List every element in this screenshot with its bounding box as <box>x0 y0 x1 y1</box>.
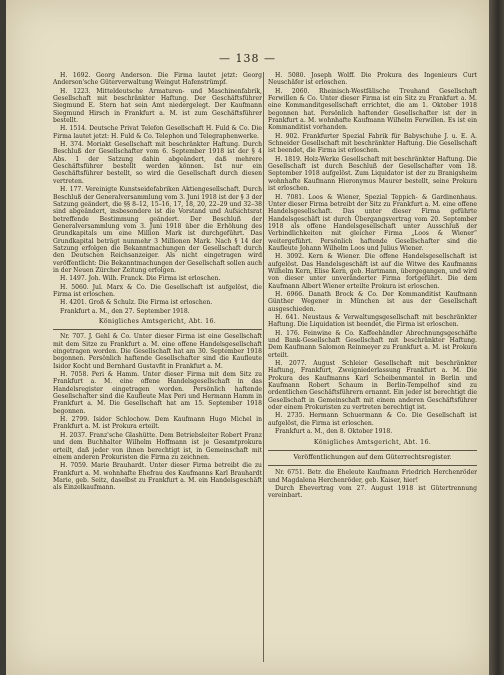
register-entry: H. 641. Neustaus & Verwaltungsgesellschaft mit beschränkter Haftung. Die Liquidation ist beendet, die Firma ist erloschen. <box>268 314 477 329</box>
register-entry: H. 7059. Marie Brauhardt. Unter dieser Firma betreibt die zu Frankfurt a. M. wohnhafte Ehefrau des Kaufmanns Karl Brauhardt Marie, geb. Seitz, daselbst zu Frankfurt a. M. ein Handelsgeschäft als Einzelkaufmann. <box>53 462 262 492</box>
court-signature: Königliches Amtsgericht, Abt. 16. <box>313 438 432 446</box>
register-entry: H. 3092. Kern & Wiener. Die offene Handelsgesellschaft ist aufgelöst. Das Handelsgeschäft ist auf die Witwe des Kaufmanns Wilhelm Kern, Elise Kern, geb. Hartmann, übergegangen, und wird von dieser unter unveränderter Firma fortgeführt. Die dem Kaufmann Albert Wiener erteilte Prokura ist erloschen. <box>268 253 477 290</box>
register-entry: H. 1692. Georg Anderson. Die Firma lautet jetzt: Georg Anderson'sche Güterverwaltung Weingut Hafenstrümpf. <box>53 72 262 87</box>
document-page <box>6 0 489 675</box>
register-entry: H. 4201. Groß & Schulz. Die Firma ist erloschen. <box>60 299 213 307</box>
date-line: Frankfurt a. M., den 27. September 1918. <box>60 307 190 315</box>
left-column <box>53 72 262 662</box>
register-entry: H. 902. Frankfurter Spezial Fabrik für Babyschuhe J. u. E. A. Schneider Gesellschaft mit beschränkter Haftung. Die Gesellschaft ist beendet, die Firma ist erloschen. <box>268 132 477 155</box>
book-binding <box>489 0 504 675</box>
register-entry: H. 1223. Mitteldeutsche Armaturen- und Maschinenfabrik, Gesellschaft mit beschränkter Haftung. Der Geschäftsführer Siegmund E. Stern hat sein Amt niedergelegt. Der Kaufmann Siegmund Hirsch in Frankfurt a. M. ist zum Geschäftsführer bestellt. <box>53 87 262 125</box>
register-entry: H. 2037. Franz'sche Glashütte. Dem Betriebsleiter Robert Franz und dem Buchhalter Wilhelm Hoffmann ist je Gesamtprokura erteilt, daß jeder von ihnen berechtigt ist, in Gemeinschaft mit einem anderen Prokuristen die Firma zu zeichnen. <box>53 431 262 461</box>
register-entry: H. 1497. Joh. Wilh. Franck. Die Firma ist erloschen. <box>60 275 221 283</box>
date-line: Frankfurt a. M., den 8. Oktober 1918. <box>275 428 393 436</box>
register-entry: H. 2077. August Schleier Gesellschaft mit beschränkter Haftung, Frankfurt, Zweigniederlassung Frankfurt a. M. Die Prokura des Kaufmanns Karl Scheibenmantel in Berlin und Kaufmann Robert Schaum in Berlin-Tempelhof sind zu ordentlichen Geschäftsführern ernannt. Ein jeder ist berechtigt die Gesellschaft in Gemeinschaft mit einem anderen Geschäftsführer oder einem Prokuristen zu vertreten berechtigt ist. <box>268 360 477 412</box>
register-entry: H. 7058. Peri & Hamm. Unter dieser Firma mit dem Sitz zu Frankfurt a. M. eine offene Handelsgesellschaft in das Handelsregister eingetragen worden. Persönlich haftende Gesellschafter sind die Kaufleute Max Peri und Hermann Hamm in Frankfurt a. M. Die Gesellschaft hat am 15. September 1918 begonnen. <box>53 371 262 415</box>
section-title: Veröffentlichungen auf dem Güterrechtsregister. <box>293 452 452 461</box>
register-entry: H. 177. Vereinigte Kunstseidefabriken Aktiengesellschaft. Durch Beschluß der Generalversammlung vom 3. Juni 1918 ist der § 3 der Satzung geändert, die §§ 8–12, 15–16, 17, 18, 20, 22–29 und 32–38 sind abgeändert, insbesondere ist die Vorstand und Aufsichtsrat betreffende Bestimmung geändert. Der Beschluß der Generalversammlung vom 3. Juni 1918 über die Erhöhung des Grundkapitals um eine Million Mark ist durchgeführt. Das Grundkapital beträgt nunmehr 3 Millionen Mark. Nach § 14 der Satzung erfolgen die Bekanntmachungen der Gesellschaft durch den Deutschen Reichsanzeiger. Als nicht eingetragen wird veröffentlicht: Die Bekanntmachungen der Gesellschaft sollen auch in der Neuen Zürcher Zeitung erfolgen. <box>53 186 262 274</box>
register-entry: H. 6966. Danath Brock & Co. Der Kommanditist Kaufmann Günther Wegener in München ist aus der Gesellschaft ausgeschieden. <box>268 290 477 313</box>
register-entry: H. 2735. Hermann Schuermann & Co. Die Gesellschaft ist aufgelöst, die Firma ist erloschen. <box>268 412 477 427</box>
register-entry: Durch Ehevertrag vom 27. August 1918 ist Gütertrennung vereinbart. <box>268 484 477 500</box>
register-entry: Nr. 707. J. Gehl & Co. Unter dieser Firma ist eine Gesellschaft mit dem Sitze zu Frankfurt a. M. eine offene Handelsgesellschaft eingetragen worden. Die Gesellschaft hat am 30. September 1918 begonnen. Persönlich haftende Gesellschafter sind die Kaufleute Isidor Kocht und Bernhard Gustavfit in Frankfurt a. M. <box>53 333 262 370</box>
register-entry: H. 5080. Joseph Wolff. Die Prokura des Ingenieurs Curt Neuschäfer ist erloschen. <box>268 72 477 87</box>
section-divider <box>268 450 477 451</box>
register-entry: Nr. 6751. Betr. die Eheleute Kaufmann Friedrich Herchenröder und Magdalena Herchenröder, geb. Kaiser, hier! <box>268 469 477 484</box>
court-signature: Königliches Amtsgericht, Abt. 16. <box>98 318 217 325</box>
section-divider <box>268 465 477 466</box>
register-entry: H. 2799. Isidor Schlochow. Dem Kaufmann Hugo Michel in Frankfurt a. M. ist Prokura erteilt. <box>53 416 262 431</box>
column-divider <box>263 72 264 662</box>
register-entry: H. 374. Moriakt Gesellschaft mit beschränkter Haftung. Durch Beschluß der Gesellschafter vom 6. September 1918 ist der § 4 Abs. 1 der Satzung dahin abgeändert, daß mehrere Geschäftsführer bestellt werden können. Ist nur ein Geschäftsführer bestellt, so wird die Gesellschaft durch diesen vertreten. <box>53 141 262 185</box>
register-entry: H. 7081. Loos & Wiener, Spezial Teppich- & Gardinenhaus. Unter dieser Firma betreibt der Sitz zu Frankfurt a. M. eine offene Handelsgesellschaft. Das unter dieser Firma geführte Handelsgeschäft ist durch Übergangsvertrag vom 20. September 1918 als offene Handelsgesellschaft unter Ausschluß der Verbindlichkeiten mit gleicher Firma „Loos & Wiener“ weitergeführt. Persönlich haftende Gesellschafter sind die Kaufleute Johann Wilhelm Loos und Julius Wiener. <box>268 193 477 252</box>
register-entry: H. 2060. Rheinisch-Westfälische Treuhand Gesellschaft Ferwillen & Co. Unter dieser Firma ist ein Sitz zu Frankfurt a. M. eine Kommanditgesellschaft errichtet, die am 1. Oktober 1918 begonnen hat. Persönlich haftender Gesellschafter ist der in Frankfurt a. M. wohnhafte Kaufmann Wilhelm Ferwillen. Es ist ein Kommanditist vorhanden. <box>268 87 477 132</box>
register-entry: H. 1514. Deutsche Privat Telefon Gesellschaft H. Fuld & Co. Die Firma lautet jetzt: H. Fuld & Co. Telephon und Telegraphenwerke. <box>53 125 262 140</box>
right-column <box>268 72 477 662</box>
section-divider <box>53 329 262 330</box>
register-entry: H. 1819. Holz-Werke Gesellschaft mit beschränkter Haftung. Die Gesellschaft ist durch Beschluß der Gesellschafter vom 18. September 1918 aufgelöst. Zum Liquidator ist der zu Branigsheim wohnhafte Kaufmann Hieronymus Maurer bestellt, seine Prokura ist erloschen. <box>268 155 477 193</box>
register-entry: H. 5060. Jul. Marx & Co. Die Gesellschaft ist aufgelöst, die Firma ist erloschen. <box>53 283 262 298</box>
register-entry: H. 176. Feinwine & Co. Kaffeehändler Abrechnungsgeschäfte und Bank-Gesellschaft Gesellschaft mit beschränkter Haftung. Dem Kaufmann Salomon Reinmeyer zu Frankfurt a. M. ist Prokura erteilt. <box>268 329 477 359</box>
page-number: — 138 — <box>219 52 276 65</box>
